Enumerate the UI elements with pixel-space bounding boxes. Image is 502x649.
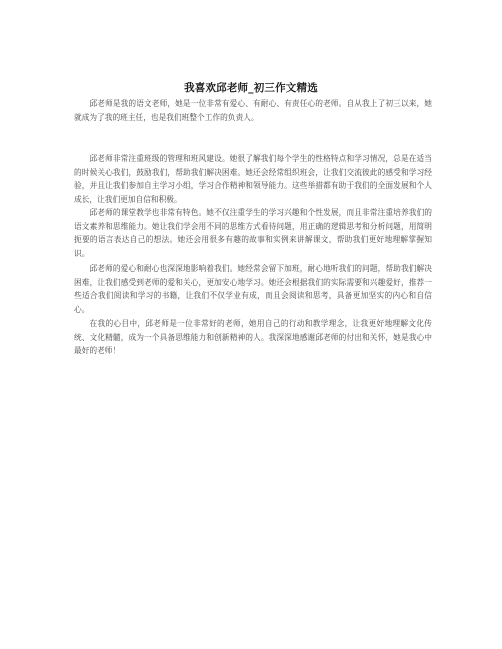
document-title: 我喜欢邱老师_初三作文精选 <box>184 82 318 94</box>
paragraph-3: 邱老师的课堂教学也非常有特色。她不仅注重学生的学习兴趣和个性发展，而且非常注重培养我们的语文素养和思维能力。她让我们学会用不同的思维方式看待问题，用正确的逻辑思考和分析问题，用简明扼要的语言表达自己的想法。她还会用很多有趣的故事和实例来讲解课文，帮助我们更好地理解掌握知识。 <box>74 208 432 258</box>
paragraph-5: 在我的心目中，邱老师是一位非常好的老师，她用自己的行动和教学理念，让我更好地理解文化传统、文化精髓，成为一个具备思维能力和创新精神的人。我深深地感谢邱老师的付出和关怀，她是我心中最好的老师！ <box>74 319 432 356</box>
paragraph-1: 邱老师是我的语文老师，她是一位非常有爱心、有耐心、有责任心的老师。自从我上了初三以来，她就成为了我的班主任，也是我们班整个工作的负责人。 <box>74 99 432 122</box>
paragraph-2: 邱老师非常注重班级的管理和班风建设。她很了解我们每个学生的性格特点和学习情况，总是在适当的时候关心我们，鼓励我们，帮助我们解决困难。她还会经常组织班会，让我们交流彼此的感受和学习经验，并且让我们参加自主学习小组，学习合作精神和领导能力。这些举措都有助于我们的全面发展和个人成长，让我们更加自信和积极。 <box>74 154 432 204</box>
paragraph-4: 邱老师的爱心和耐心也深深地影响着我们。她经常会留下加班，耐心地听我们的问题，帮助我们解决困难，让我们感受到老师的爱和关心，更加安心地学习。她还会根据我们的实际需要和兴趣爱好，推荐一些适合我们阅读和学习的书籍，让我们不仅学业有成，而且会阅读和思考，具备更加坚实的内心和自信心。 <box>74 264 432 314</box>
